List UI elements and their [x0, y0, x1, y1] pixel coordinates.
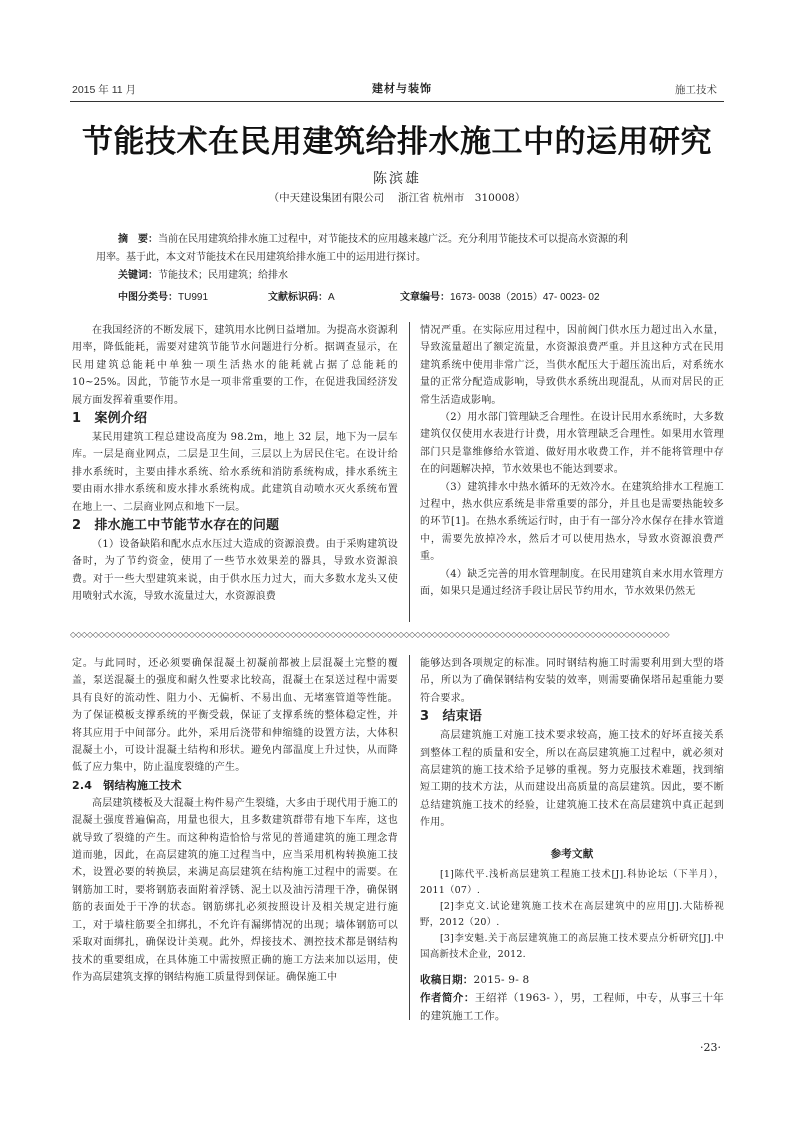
header-date: 2015 年 11 月 [72, 84, 137, 96]
lower-left-column [72, 655, 398, 986]
article-separator: ◇◇◇◇◇◇◇◇◇◇◇◇◇◇◇◇◇◇◇◇◇◇◇◇◇◇◇◇◇◇◇◇◇◇◇◇◇◇◇◇◇◇◇◇◇◇◇◇◇◇◇◇◇◇◇◇◇◇◇◇◇◇◇◇◇◇◇◇◇◇◇◇◇◇◇◇◇◇◇◇◇◇◇◇◇◇◇◇◇◇◇◇◇◇◇◇◇◇◇◇◇◇◇◇◇◇ [70, 631, 670, 638]
article-title: 节能技术在民用建筑给排水施工中的运用研究 [82, 124, 712, 160]
section-heading: 3 结束语 [420, 709, 483, 725]
paragraph: 能够达到各项规定的标准。同时钢结构施工时需要利用到大型的塔吊，所以为了确保钢结构安装的效率，则需要确保塔吊起重能力要符合要求。 [420, 658, 724, 704]
references-title: 参考文献 [550, 847, 594, 860]
document-code: 文献标识码：A [268, 292, 335, 303]
column-divider [409, 322, 410, 622]
paragraph: （3）建筑排水中热水循环的无效冷水。在建筑给排水工程施工过程中，热水供应系统是非常重要的部分，并且也是需要热能较多的环节[1]。在热水系统运行时，由于有一部分冷水保存在排水管道中，需要先放掉冷水，然后才可以使用热水，导致水资源浪费严重。 [420, 481, 724, 563]
received-date: 收稿日期：2015- 9- 8 [420, 974, 530, 987]
paragraph: 情况严重。在实际应用过程中，因前阀门供水压力超过出入水量，导致流量超出了额定流量，水资源浪费严重。并且这种方式在民用建筑系统中使用非常广泛，当供水配压大于超压流出后，对系统水量的正常分配造成影响，导致供水系统出现混乱，从而对居民的正常生活造成影响。 [420, 325, 724, 406]
journal-name: 建材与装饰 [372, 82, 432, 95]
abstract-line-1: 摘 要：当前在民用建筑给排水施工过程中，对节能技术的应用越来越广泛。充分利用节能技术可以提高水资源的利 [118, 234, 628, 245]
keywords: 关键词：节能技术；民用建筑；给排水 [118, 270, 288, 281]
reference-item: [2]李克文.试论建筑施工技术在高层建筑中的应用[J].大陆桥视野，2012（20）. [420, 901, 724, 929]
paragraph: （2）用水部门管理缺乏合理性。在设计民用水系统时，大多数建筑仅仅使用水表进行计费，用水管理缺乏合理性。如果用水管理部门只是靠维修给水管道、做好用水收费工作，并不能将管理中存在的问题解决掉，节水效果也不能达到要求。 [420, 412, 724, 476]
paragraph: （4）缺乏完善的用水管理制度。在民用建筑自来水用水管理方面，如果只是通过经济手段让居民节约用水，节水效果仍然无 [420, 568, 724, 598]
reference-item: [1]陈代平.浅析高层建筑工程施工技术[J].科协论坛（下半月），2011（07）. [420, 869, 724, 897]
header-rule [70, 101, 724, 102]
affiliation: （中天建设集团有限公司 浙江省 杭州市 310008） [268, 192, 526, 204]
abstract [96, 231, 721, 285]
article-number: 文章编号：1673- 0038（2015）47- 0023- 02 [400, 292, 600, 303]
upper-right-column [420, 322, 724, 601]
section-heading: 1 案例介绍 [72, 411, 148, 427]
abstract-line-2: 用率。基于此，本文对节能技术在民用建筑给排水施工中的运用进行探讨。 [96, 252, 426, 263]
clc-number: 中图分类号：TU991 [118, 292, 209, 303]
header-section: 施工技术 [675, 84, 717, 96]
page-number: ·23· [700, 1041, 721, 1054]
abstract-label: 摘 要： [118, 234, 158, 245]
keywords-label: 关键词： [118, 270, 158, 281]
lower-right-column [420, 655, 724, 1025]
paragraph: 在我国经济的不断发展下，建筑用水比例日益增加。为提高水资源利用率，降低能耗，需要对建筑节能节水问题进行分析。据调查显示，在民用建筑总能耗中单独一项生活热水的能耗就占据了总能耗的 10~25%。因此，节能节水是一项非常重要的工作，在促进我国经济发展方面发挥着重要作用。 [72, 325, 398, 406]
paragraph: 高层建筑楼板及大混凝土构件易产生裂缝，大多由于现代用于施工的混凝土强度普遍偏高，用量也很大，且多数建筑群带有地下车库，这也就导致了裂缝的产生。而这种构造恰恰与常见的普通建筑的施工理念背道而驰，因此，在高层建筑的施工过程当中，应当采用机构转换施工技术，设置必要的转换层，来满足高层建筑在结构施工过程中的需要。在钢筋加工时，要将钢筋表面附着浮锈、泥土以及油污清理干净，确保钢筋的表面处于干净的状态。钢筋绑扎必须按照设计及相关规定进行施工，对于墙柱筋要全扣绑扎，不允许有漏绑情况的出现；墙体钢筋可以采取对面绑扎，确保设计美观。此外，焊接技术、测控技术都是钢结构技术的重要组成，在具体施工中需按照正确的施工方法来加以运用，使作为高层建筑支撑的钢结构施工质量得到保证。确保施工中 [72, 797, 398, 983]
author-bio: 作者简介：王绍祥（1963- ），男，工程师，中专，从事三十年的建筑施工工作。 [420, 992, 724, 1023]
paragraph: 某民用建筑工程总建设高度为 98.2m，地上 32 层，地下为一层车库。一层是商业网点，二层是卫生间，三层以上为居民住宅。在设计给排水系统时，主要由排水系统、给水系统和消防系统构成，排水系统主要由雨水排水系统和废水排水系统构成。此建筑自动喷水灭火系统布置在地上一、二层商业网点和地下一层。 [72, 432, 398, 513]
paragraph: （1）设备缺陷和配水点水压过大造成的资源浪费。由于采购建筑设备时，为了节约资金，使用了一些节水效果差的器具，导致水资源浪费。对于一些大型建筑来说，由于供水压力过大，而大多数水龙头又使用喷射式水流，导致水流量过大，水资源浪费 [72, 539, 398, 603]
author: 陈滨雄 [373, 171, 421, 187]
section-heading: 2 排水施工中节能节水存在的问题 [72, 518, 280, 534]
journal-logo [372, 80, 452, 96]
paragraph: 高层建筑施工对施工技术要求较高，施工技术的好坏直接关系到整体工程的质量和安全，所以在高层建筑施工过程中，就必须对高层建筑的施工技术给予足够的重视。努力克服技术难题，找到缩短工期的技术方法，从而建设出高质量的高层建筑。因此，要不断总结建筑施工技术的经验，让建筑施工技术在高层建筑中真正起到作用。 [420, 730, 724, 829]
reference-item: [3]李安魁.关于高层建筑施工的高层施工技术要点分析研究[J].中国高新技术企业，2012. [420, 933, 724, 961]
upper-left-column [72, 322, 398, 606]
column-divider [409, 655, 410, 1020]
paragraph: 定。与此同时，还必须要确保混凝土初凝前都被上层混凝土完整的覆盖，泵送混凝土的强度和耐久性要求比较高，混凝土在泵送过程中需要具有良好的流动性、阻力小、无偏析、不易出血、无堵塞管道等性能。为了保证模板支撑系统的平衡受载，保证了支撑系统的整体稳定性，并将其应用于中间部分。此外，采用后浇带和伸缩缝的设置方法，大体积混凝土小，可设计混凝土结构和形状。避免内部温度上升过快，从而降低了应力集中，防止温度裂缝的产生。 [72, 658, 398, 774]
subsection-heading: 2.4 钢结构施工技术 [72, 778, 182, 792]
